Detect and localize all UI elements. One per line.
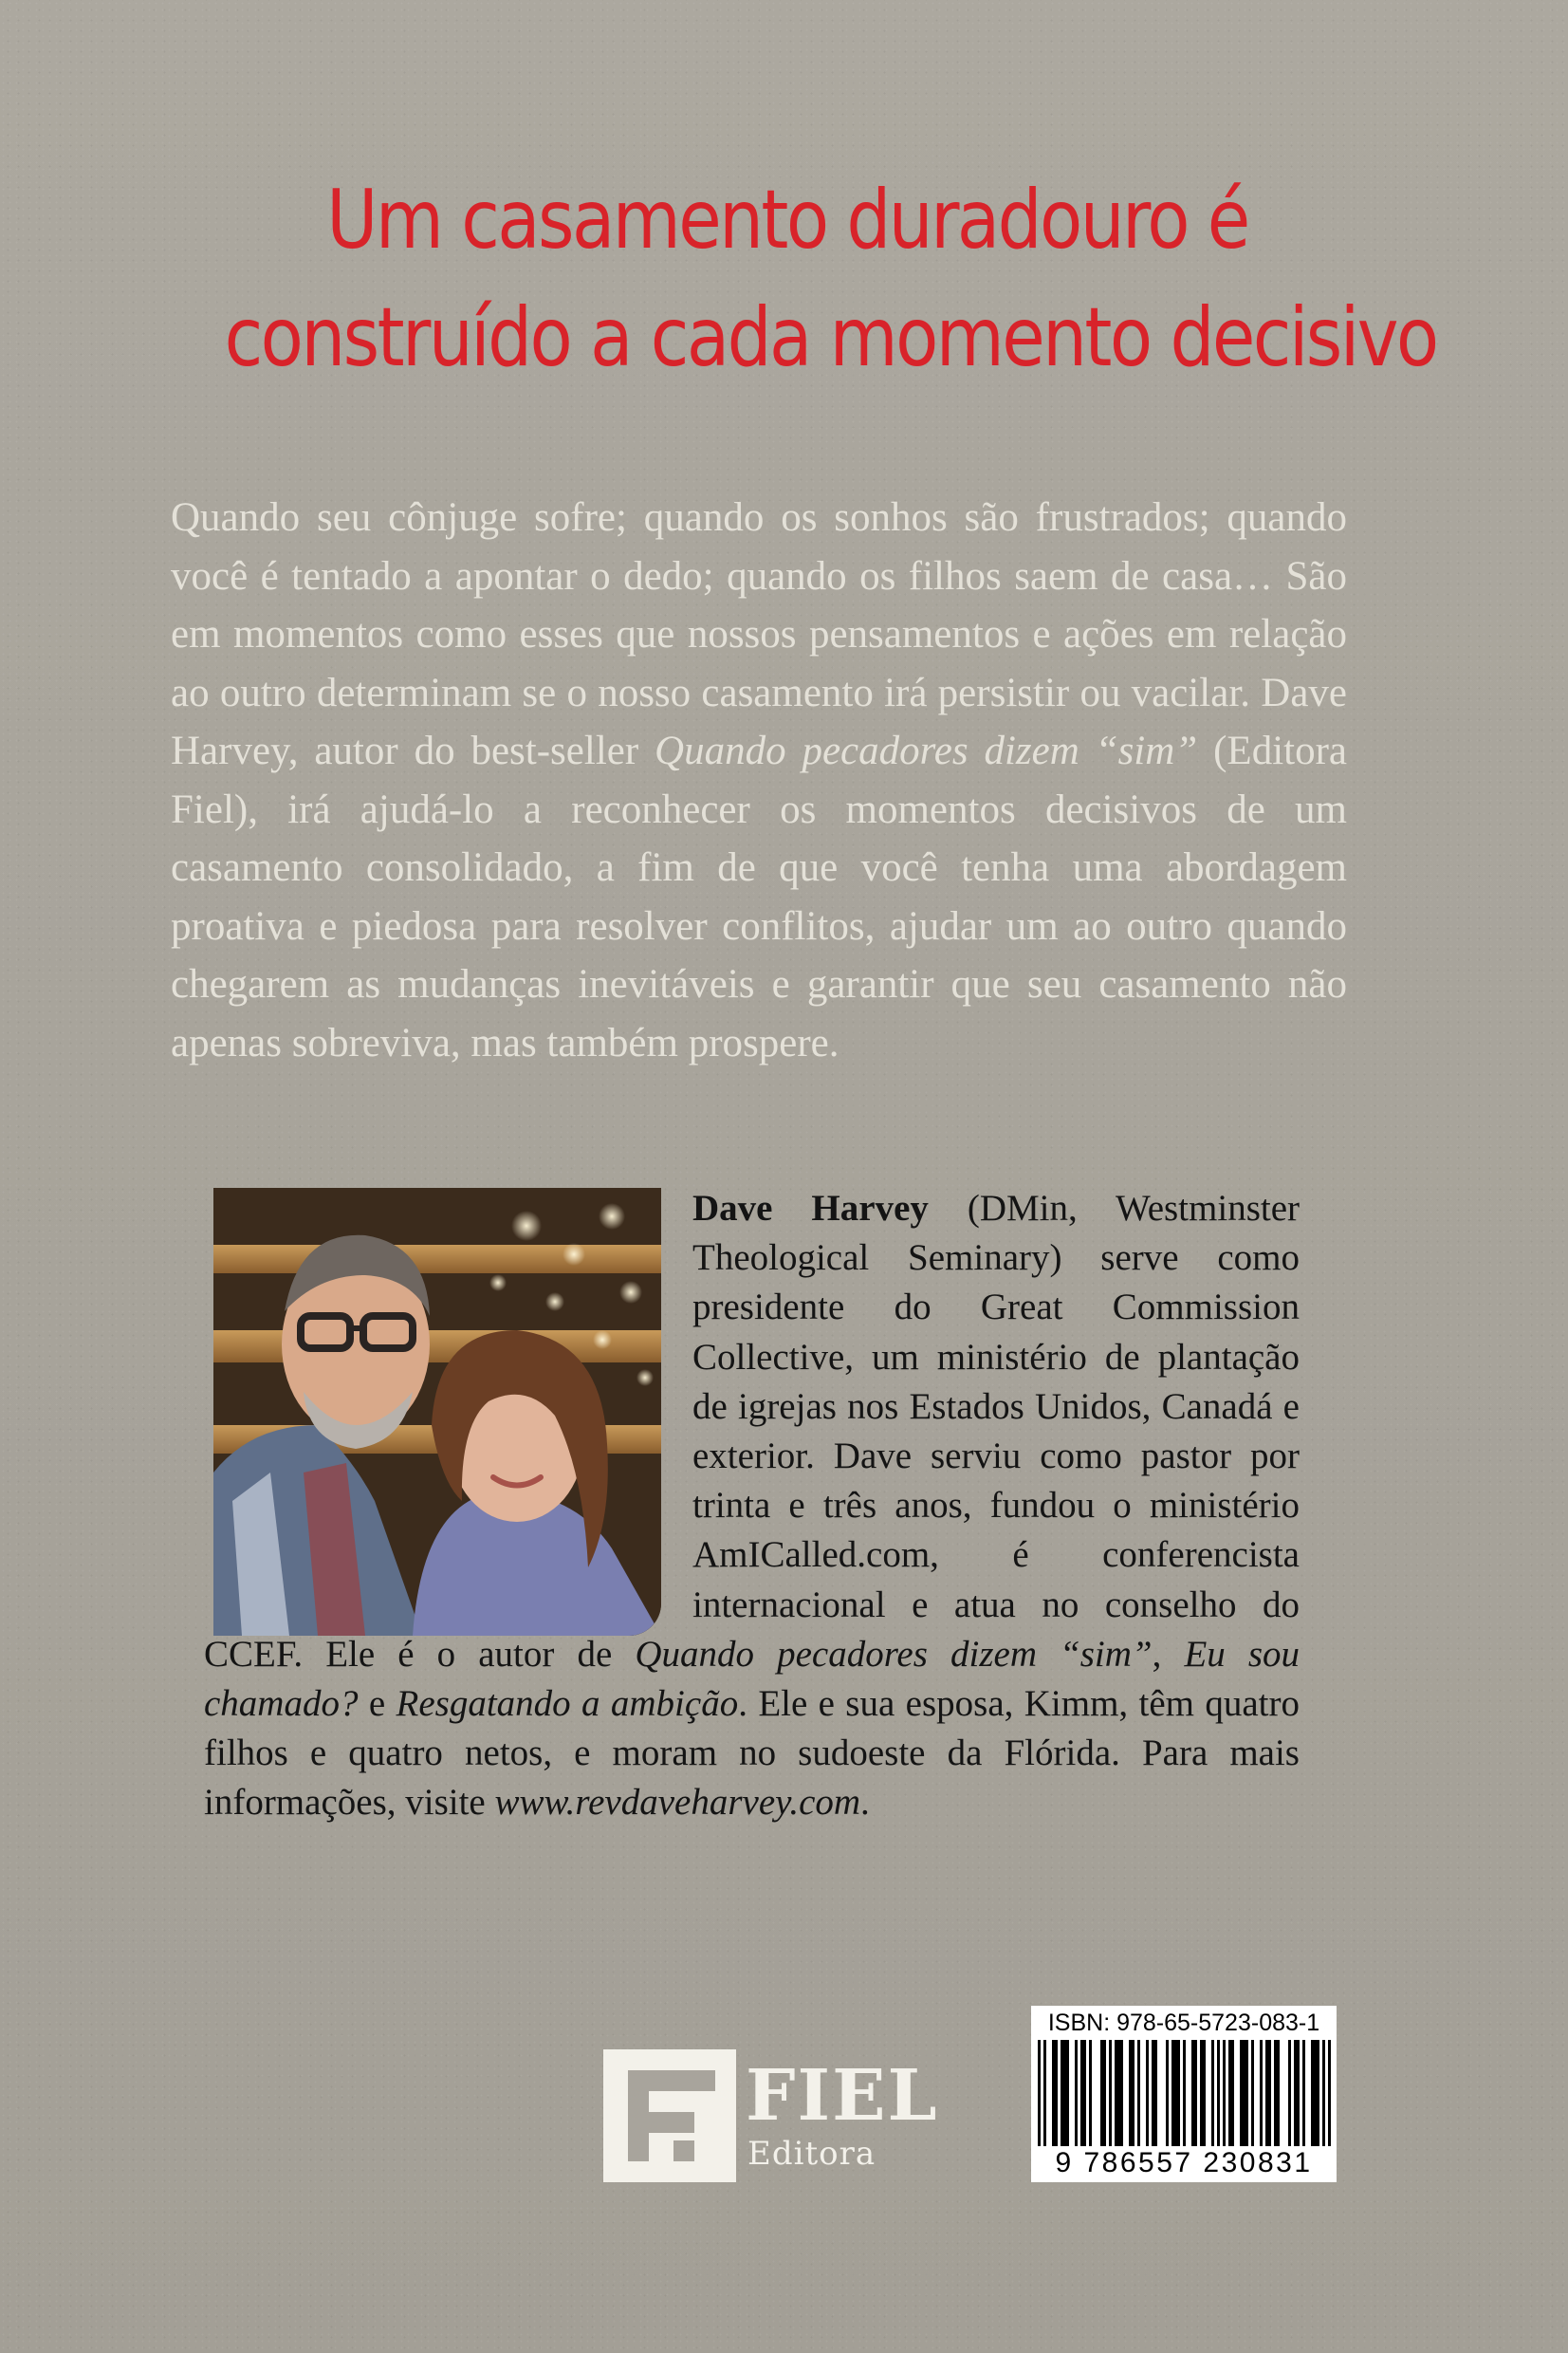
bio-separator-2: e <box>358 1683 397 1725</box>
publisher-name: FIEL <box>746 2055 939 2137</box>
barcode-digits: 9 786557 230831 <box>1055 2147 1313 2178</box>
fiel-logo-icon <box>603 2049 736 2182</box>
bio-book-2: Eu sou chamado? <box>204 1633 1301 1725</box>
bio-book-3: Resgatando a ambição <box>396 1683 739 1725</box>
bio-end: . <box>860 1782 870 1824</box>
blurb-text-2: (Editora Fiel), irá ajudá-lo a reconhecer os momentos decisivos de um casamento consolidado, a fim de que você tenha uma abordagem proativa e piedosa para resolver conflitos, ajudar um ao outro quando chegarem as mudanças inevitáveis e garantir que seu casamento não apenas sobreviva, mas também prospere. <box>171 729 1347 1065</box>
publisher-logo <box>603 2049 964 2182</box>
blurb-text-1: Quando seu cônjuge sofre; quando os sonhos são frustrados; quando você é tentado a apontar o dedo; quando os filhos saem de casa… São em momentos como esses que nossos pensamentos e ações em relação ao outro determinam se o nosso casamento irá persistir ou vacilar. Dave Harvey, autor do best-seller <box>171 495 1347 773</box>
photo-wrap-space <box>204 1184 692 1622</box>
bio-book-1: Quando pecadores dizem “sim” <box>635 1633 1153 1675</box>
publisher-subtitle: Editora <box>747 2135 876 2173</box>
bio-text-1: (DMin, Westminster Theological Seminary) serve como presidente do Great Commission Collective, um ministério de plantação de igrejas nos Estados Unidos, Canadá e exterior. Dave serviu como pastor por trinta e três anos, fundou o ministério AmICalled.com, é conferencista internacional e atua no conselho do CCEF. Ele é o autor de <box>204 1188 1300 1675</box>
isbn-barcode <box>1031 2006 1337 2182</box>
author-bio <box>204 1184 1300 1828</box>
headline-line-1: Um casamento duradouro é <box>326 173 1248 268</box>
isbn-label: ISBN: 978-65-5723-083-1 <box>1047 2010 1320 2036</box>
bio-website: www.revdaveharvey.com <box>494 1782 861 1824</box>
blurb-book-title: Quando pecadores dizem “sim” <box>655 729 1198 773</box>
author-name: Dave Harvey <box>692 1188 929 1229</box>
headline <box>224 161 1437 397</box>
bio-text-2: . Ele e sua esposa, Kimm, têm quatro filhos e quatro netos, e moram no sudoeste da Flórida. Para mais informações, visite <box>204 1683 1300 1824</box>
bio-separator-1: , <box>1152 1633 1185 1675</box>
barcode-icon <box>1031 2040 1337 2146</box>
headline-line-2: construído a cada momento decisivo <box>224 290 1437 385</box>
blurb-paragraph <box>171 489 1347 1072</box>
